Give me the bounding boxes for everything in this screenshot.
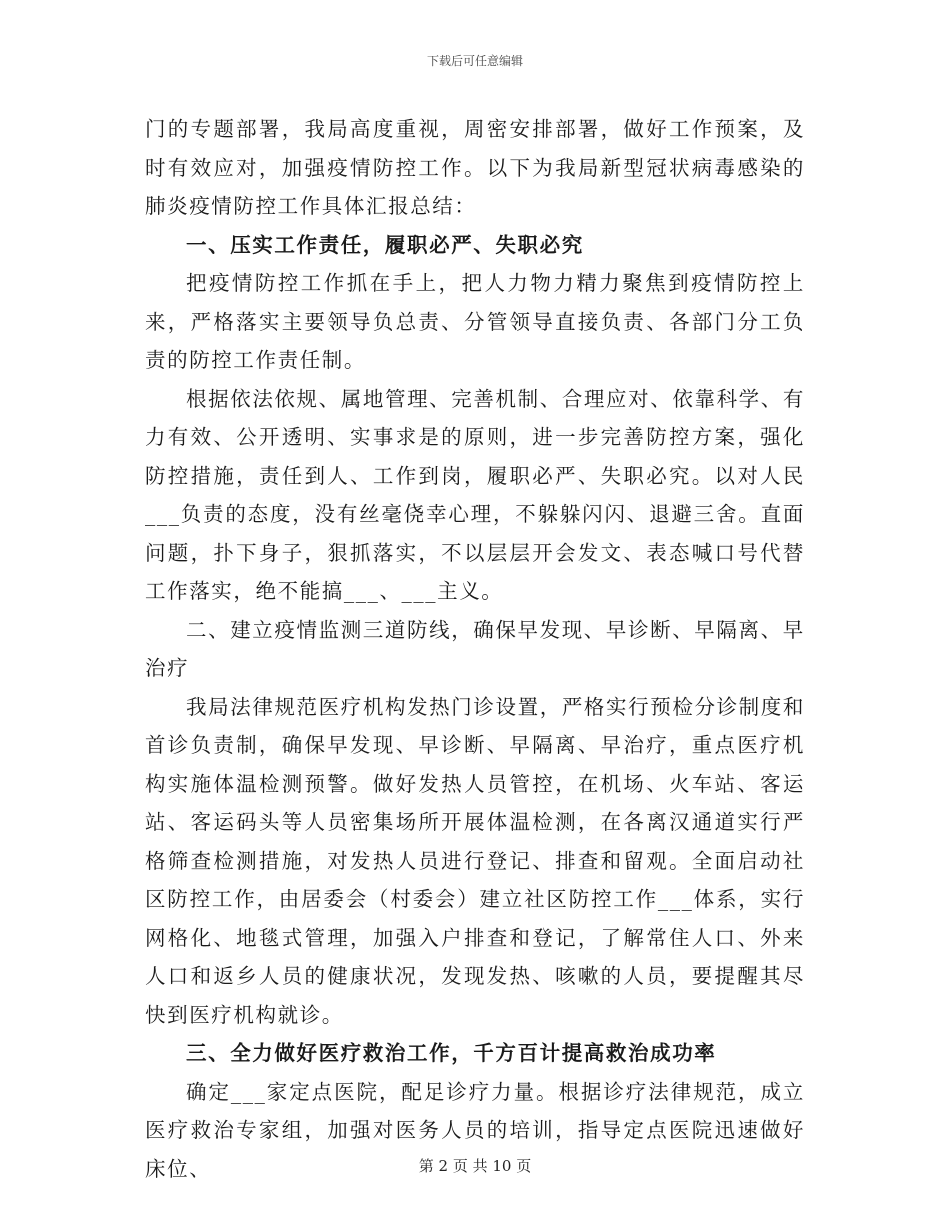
paragraph-treatment: 确定___家定点医院，配足诊疗力量。根据诊疗法律规范，成立医疗救治专家组，加强对医务人员的培训，指导定点医院迅速做好床位、 bbox=[145, 1079, 805, 1181]
page-footer: 第 2 页 共 10 页 bbox=[418, 1157, 532, 1175]
paragraph-principles: 根据依法依规、属地管理、完善机制、合理应对、依靠科学、有力有效、公开透明、实事求是的原则，进一步完善防控方案，强化防控措施，责任到人、工作到岗，履职必严、失职必究。以对人民___负责的态度，没有丝毫侥幸心理，不躲躲闪闪、退避三舍。直面问题，扑下身子，狠抓落实，不以层层开会发文、表态喊口号代替工作落实，绝不能搞___、___主义。 bbox=[145, 386, 805, 603]
paragraph-responsibility: 把疫情防控工作抓在手上，把人力物力精力聚焦到疫情防控上来，严格落实主要领导负总责、分管领导直接负责、各部门分工负责的防控工作责任制。 bbox=[145, 271, 805, 372]
section-heading-1: 一、压实工作责任，履职必严、失职必究 bbox=[186, 232, 584, 257]
section-heading-3: 三、全力做好医疗救治工作，千方百计提高救治成功率 bbox=[186, 1041, 717, 1065]
section-heading-2: 二、建立疫情监测三道防线，确保早发现、早诊断、早隔离、早治疗 bbox=[145, 617, 805, 680]
paragraph-monitoring: 我局法律规范医疗机构发热门诊设置，严格实行预检分诊制度和首诊负责制，确保早发现、早诊断、早隔离、早治疗，重点医疗机构实施体温检测预警。做好发热人员管控，在机场、火车站、客运站、客运码头等人员密集场所开展体温检测，在各离汉通道实行严格筛查检测措施，对发热人员进行登记、排查和留观。全面启动社区防控工作，由居委会（村委会）建立社区防控工作___体系，实行网格化、地毯式管理，加强入户排查和登记，了解常住人口、外来人口和返乡人员的健康状况，发现发热、咳嗽的人员，要提醒其尽快到医疗机构就诊。 bbox=[145, 694, 805, 1027]
page-header: 下载后可任意编辑 bbox=[426, 54, 523, 68]
paragraph-intro: 门的专题部署，我局高度重视，周密安排部署，做好工作预案，及时有效应对，加强疫情防控工作。以下为我局新型冠状病毒感染的肺炎疫情防控工作具体汇报总结： bbox=[145, 117, 805, 218]
document-body bbox=[145, 110, 805, 1188]
